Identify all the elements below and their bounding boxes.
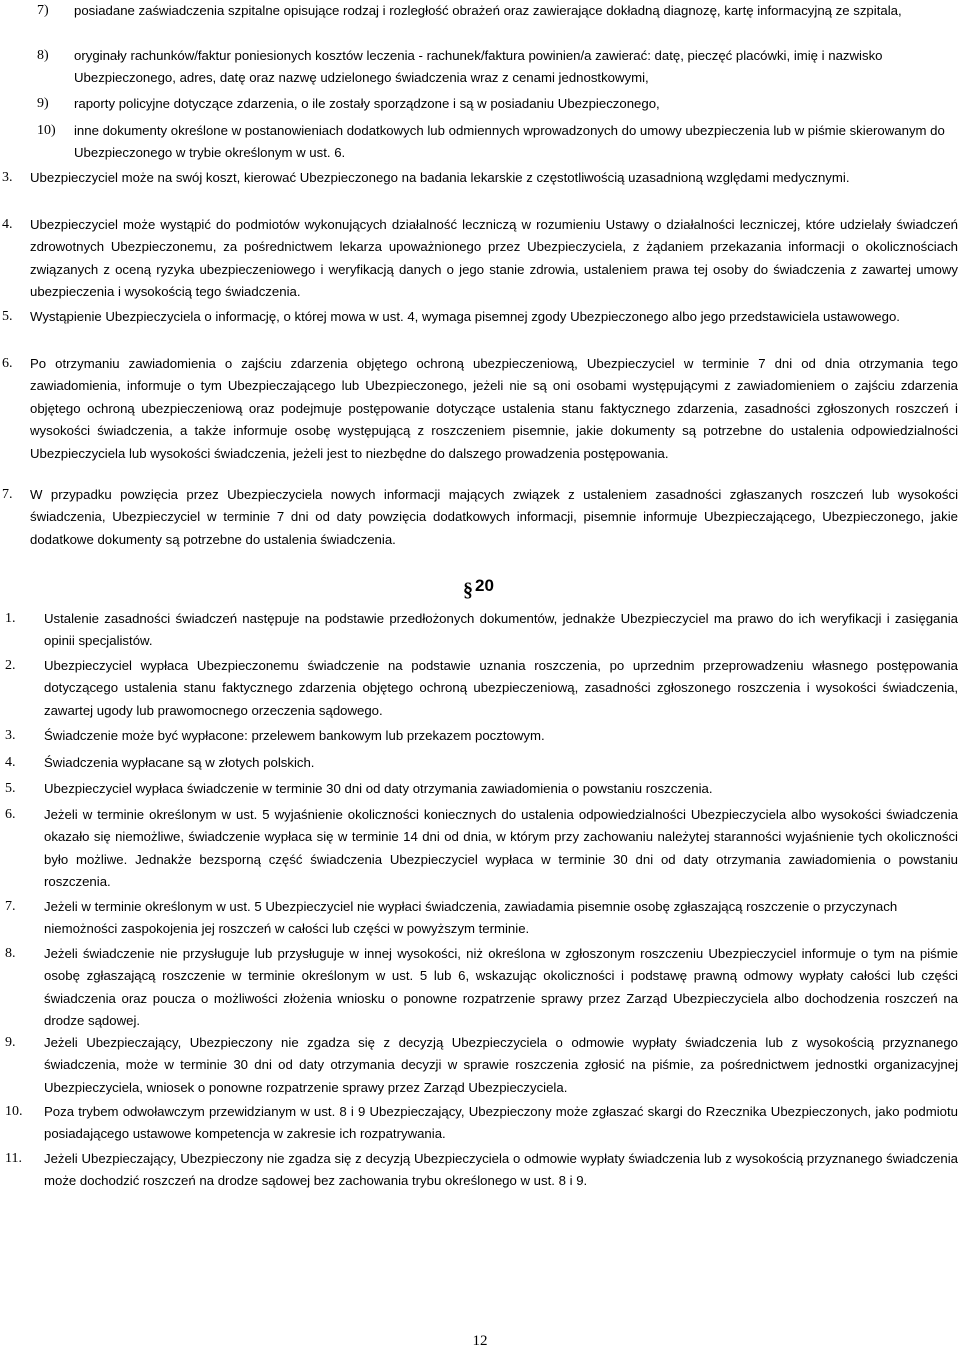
list-item-text: Ubezpieczyciel wypłaca świadczenie w terminie 30 dni od daty otrzymania zawiadomienia o powstaniu roszczenia.: [44, 781, 713, 796]
list-item-number: 4.: [2, 217, 13, 232]
list-item-number: 1.: [5, 611, 16, 626]
list-item-number: 6.: [2, 356, 13, 371]
list-item: [5, 804, 958, 894]
list-item: [5, 943, 958, 1033]
list-item-number: 7.: [5, 899, 16, 914]
list-item-text: Po otrzymaniu zawiadomienia o zajściu zdarzenia objętego ochroną ubezpieczeniową, Ubezpieczyciel w terminie 7 dni od dnia otrzymania tego zawiadomienia, informuje o tym Ubezpieczającego lub Ubezpieczonego, jeżeli nie są oni osobami występującymi z zawiadomieniem o zajściu zdarzenia objętego ochroną ubezpieczeniową oraz podejmuje postępowanie dotyczące ustalenia stanu faktycznego zdarzenia, zasadności zgłoszonych roszczeń i wysokości świadczenia, a także informuje osobę występującą z roszczeniem pisemnie, jakie dokumenty są potrzebne do ustalenia odpowiedzialności Ubezpieczyciela lub wysokości świadczenia, jeżeli jest to niezbędne do dalszego prowadzenia postępowania.: [30, 356, 958, 461]
list-item: [2, 353, 958, 465]
list-item: [5, 752, 958, 774]
list-item-text: Jeżeli Ubezpieczający, Ubezpieczony nie zgadza się z decyzją Ubezpieczyciela o odmowie wypłaty świadczenia lub z wysokością przyznanego świadczenia, może w terminie 30 dni od daty otrzymania decyzji w sprawie roszczenia zgłosić na piśmie, za pośrednictwem jednostki organizacyjnej Ubezpieczyciela, wniosek o ponowne rozpatrzenie sprawy przez Zarząd Ubezpieczyciela.: [44, 1035, 958, 1095]
list-item-number: 4.: [5, 755, 16, 770]
section-symbol: §: [463, 579, 473, 601]
list-item-text: oryginały rachunków/faktur poniesionych kosztów leczenia - rachunek/faktura powinien/a zawierać: datę, pieczęć placówki, imię i nazwisko Ubezpieczonego, adres, datę oraz nazwę udzielonego świadczenia wraz z cenami jednostkowymi,: [74, 48, 883, 86]
list-item-number: 10): [37, 123, 56, 138]
list-item: [5, 725, 958, 747]
list-item-text: Jeżeli w terminie określonym w ust. 5 Ubezpieczyciel nie wypłaci świadczenia, zawiadamia pisemnie osobę zgłaszającą roszczenie o przyczynach niemożności zaspokojenia jej roszczeń w całości lub części w powyższym terminie.: [44, 899, 898, 937]
page-number: 12: [472, 1333, 488, 1349]
list-item: [5, 1101, 958, 1146]
list-item-text: Wystąpienie Ubezpieczyciela o informację, o której mowa w ust. 4, wymaga pisemnej zgody Ubezpieczonego albo jego przedstawiciela ustawowego.: [30, 309, 900, 324]
list-item-text: Ubezpieczyciel wypłaca Ubezpieczonemu świadczenie na podstawie uznania roszczenia, po uprzednim przeprowadzeniu własnego postępowania dotyczącego ustalenia stanu faktycznego zdarzenia objętego ochroną ubezpieczeniową, zasadności zgłoszonego roszczenia i wysokości świadczenia, zawartej ugody lub prawomocnego orzeczenia sądowego.: [44, 658, 958, 718]
list-item: [5, 608, 958, 653]
list-item-number: 10.: [5, 1104, 23, 1119]
list-item-number: 9): [37, 96, 49, 111]
list-item: [5, 1148, 958, 1193]
list-item-number: 3.: [5, 728, 16, 743]
list-item-number: 9.: [5, 1035, 16, 1050]
list-item-number: 8.: [5, 946, 16, 961]
list-item: [37, 0, 957, 22]
list-item-number: 3.: [2, 170, 13, 185]
list-item-number: 5.: [5, 781, 16, 796]
list-item-text: Jeżeli Ubezpieczający, Ubezpieczony nie zgadza się z decyzją Ubezpieczyciela o odmowie wypłaty świadczenia lub z wysokością przyznanego świadczenia może dochodzić roszczeń na drodze sądowej bez zachowania trybu określonego w ust. 8 i 9.: [44, 1151, 958, 1189]
list-item-number: 7): [37, 3, 49, 18]
list-item-text: Ubezpieczyciel może na swój koszt, kierować Ubezpieczonego na badania lekarskie z częstotliwością uzasadnioną względami medycznymi.: [30, 170, 850, 185]
list-item: [2, 167, 958, 189]
list-item-text: Ubezpieczyciel może wystąpić do podmiotów wykonujących działalność leczniczą w rozumieniu Ustawy o działalności leczniczej, które udzielały świadczeń zdrowotnych Ubezpieczonemu, za pośrednictwem lekarza upoważnionego przez Ubezpieczyciela, z żądaniem przekazania informacji o okolicznościach związanych z oceną ryzyka ubezpieczeniowego i weryfikacją danych o jego stanie zdrowia, ustaleniem prawa tej osoby do świadczenia z zawartej umowy ubezpieczenia i wysokością tego świadczenia.: [30, 217, 958, 300]
list-item-number: 2.: [5, 658, 16, 673]
list-item-text: W przypadku powzięcia przez Ubezpieczyciela nowych informacji mających związek z ustaleniem zasadności zgłaszanych roszczeń lub wysokości świadczenia, Ubezpieczyciel w terminie 7 dni od daty powzięcia dodatkowych informacji, pisemnie informuje Ubezpieczającego, Ubezpieczonego, jakie dodatkowe dokumenty są potrzebne do ustalenia świadczenia.: [30, 487, 958, 547]
list-item: [5, 896, 958, 941]
list-item-text: Ustalenie zasadności świadczeń następuje na podstawie przedłożonych dokumentów, jednakże Ubezpieczyciel ma prawo do ich weryfikacji i zasięgania opinii specjalistów.: [44, 611, 958, 649]
list-item-number: 8): [37, 48, 49, 63]
list-item-text: posiadane zaświadczenia szpitalne opisujące rodzaj i rozległość obrażeń oraz zawierające dokładną diagnozę, kartę informacyjną ze szpitala,: [74, 3, 902, 18]
list-item-text: Świadczenia wypłacane są w złotych polskich.: [44, 755, 315, 770]
list-item: [2, 306, 958, 328]
list-item-text: raporty policyjne dotyczące zdarzenia, o ile zostały sporządzone i są w posiadaniu Ubezpieczonego,: [74, 96, 660, 111]
list-item-text: Świadczenie może być wypłacone: przelewem bankowym lub przekazem pocztowym.: [44, 728, 545, 743]
list-item: [37, 93, 957, 115]
list-item-text: Jeżeli w terminie określonym w ust. 5 wyjaśnienie okoliczności koniecznych do ustalenia odpowiedzialności Ubezpieczyciela albo wysokości świadczenia okazało się niemożliwe, świadczenie wypłaca się w terminie 14 dni od dnia, w którym przy zachowaniu należytej staranności wyjaśnienie tych okoliczności było możliwe. Jednakże bezsporną część świadczenia Ubezpieczyciel wypłaca w terminie 30 dni od daty otrzymania zawiadomienia o powstaniu roszczenia.: [44, 807, 958, 890]
list-item: [37, 120, 957, 165]
section-number: 20: [475, 576, 494, 595]
list-item: [2, 484, 958, 551]
list-item-number: 5.: [2, 309, 13, 324]
list-item-text: inne dokumenty określone w postanowieniach dodatkowych lub odmiennych wprowadzonych do umowy ubezpieczenia lub w piśmie skierowanym do Ubezpieczonego w trybie określonym w ust. 6.: [74, 123, 945, 161]
list-item: [5, 1032, 958, 1099]
list-item: [5, 778, 958, 800]
list-item-number: 11.: [5, 1151, 22, 1166]
list-item: [2, 214, 958, 304]
list-item-number: 7.: [2, 487, 13, 502]
list-item-number: 6.: [5, 807, 16, 822]
list-item-text: Jeżeli świadczenie nie przysługuje lub przysługuje w innej wysokości, niż określona w zgłoszonym roszczeniu Ubezpieczyciel informuje o tym na piśmie osobę zgłaszającą roszczenie w terminie określonym w ust. 5 lub 6, wskazując okoliczności i podstawę prawną odmowy wypłaty całości lub części świadczenia oraz poucza o możliwości złożenia wniosku o ponowne rozpatrzenie sprawy przez Zarząd Ubezpieczyciela albo dochodzenia roszczeń na drodze sądowej.: [44, 946, 958, 1029]
list-item: [37, 45, 957, 90]
section-heading: [463, 576, 494, 602]
list-item-text: Poza trybem odwoławczym przewidzianym w ust. 8 i 9 Ubezpieczający, Ubezpieczony może zgłaszać skargi do Rzecznika Ubezpieczonych, jako podmiotu posiadającego ustawowe kompetencja w zakresie ich rozpatrywania.: [44, 1104, 958, 1142]
list-item: [5, 655, 958, 722]
